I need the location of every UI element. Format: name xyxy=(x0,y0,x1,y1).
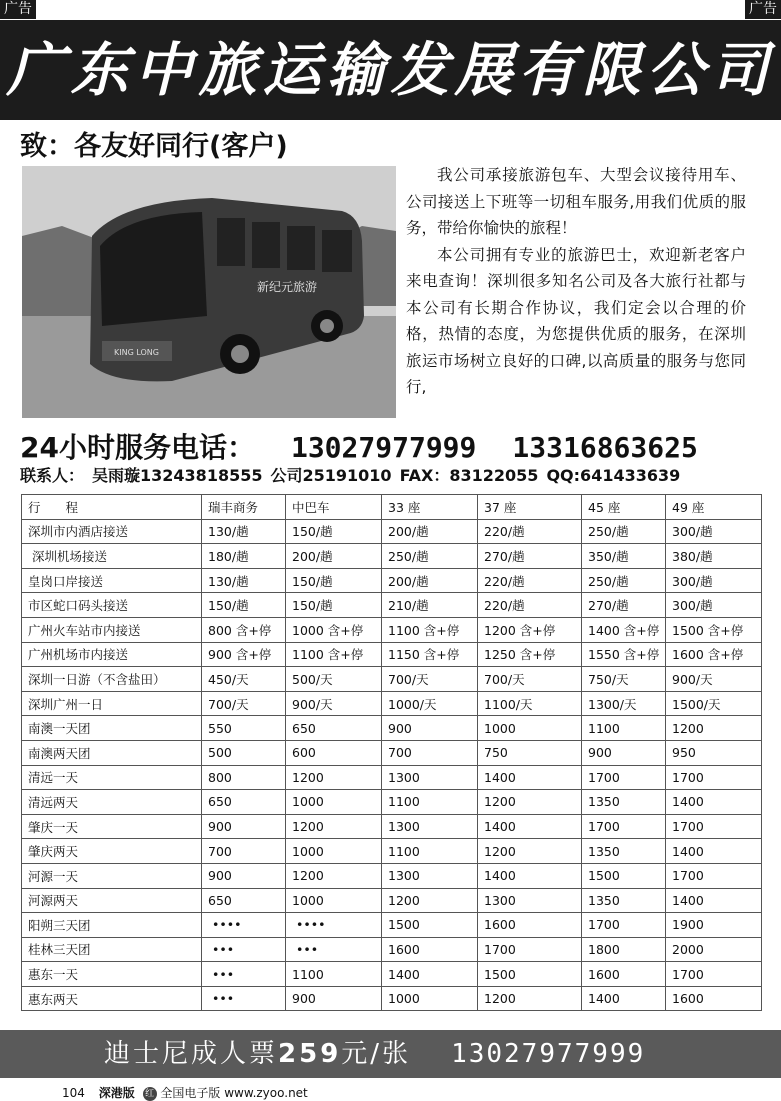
price-cell: 250/趟 xyxy=(382,544,478,569)
price-cell: 1500 含+停 xyxy=(666,617,762,642)
route-cell: 肇庆一天 xyxy=(22,814,202,839)
table-header: 33 座 xyxy=(382,495,478,520)
price-cell: 220/趟 xyxy=(478,519,582,544)
price-cell: 1100 xyxy=(382,790,478,815)
price-cell: 1100 含+停 xyxy=(382,617,478,642)
table-row xyxy=(22,790,762,815)
price-cell: •••• xyxy=(286,913,382,938)
price-cell: 1700 xyxy=(582,814,666,839)
table-header: 瑞丰商务 xyxy=(202,495,286,520)
site-text: 全国电子版 www.zyoo.net xyxy=(160,1086,308,1100)
price-cell: 300/趟 xyxy=(666,593,762,618)
price-cell: 1200 含+停 xyxy=(478,617,582,642)
price-cell: 900 xyxy=(382,716,478,741)
price-cell: 1350 xyxy=(582,888,666,913)
price-cell: 900 xyxy=(202,863,286,888)
table-header: 45 座 xyxy=(582,495,666,520)
price-cell: 900/天 xyxy=(286,691,382,716)
price-cell: 1150 含+停 xyxy=(382,642,478,667)
bus-front-hub xyxy=(231,345,249,363)
route-cell: 清远两天 xyxy=(22,790,202,815)
price-cell: 1600 xyxy=(478,913,582,938)
price-cell: 210/趟 xyxy=(382,593,478,618)
price-cell: 1200 xyxy=(286,863,382,888)
price-cell: 900 xyxy=(286,986,382,1011)
route-cell: 阳朔三天团 xyxy=(22,913,202,938)
price-cell: 700/天 xyxy=(202,691,286,716)
price-cell: 1000 xyxy=(286,839,382,864)
price-cell: 1400 xyxy=(478,765,582,790)
price-cell: 1400 xyxy=(478,863,582,888)
price-cell: 1500 xyxy=(478,962,582,987)
price-cell: 380/趟 xyxy=(666,544,762,569)
price-cell: 350/趟 xyxy=(582,544,666,569)
price-cell: 1700 xyxy=(582,913,666,938)
price-cell: 700 xyxy=(202,839,286,864)
price-cell: 1300 xyxy=(382,863,478,888)
bus-window xyxy=(322,230,352,272)
price-cell: 270/趟 xyxy=(478,544,582,569)
contact-line xyxy=(20,463,688,486)
price-cell: 1400 xyxy=(582,986,666,1011)
edition-name: 深港版 xyxy=(98,1086,135,1100)
price-cell: 1600 xyxy=(382,937,478,962)
price-cell: 250/趟 xyxy=(582,519,666,544)
table-row xyxy=(22,814,762,839)
price-cell: 700 xyxy=(382,740,478,765)
price-cell: 200/趟 xyxy=(286,544,382,569)
price-cell: 1100 xyxy=(382,839,478,864)
price-cell: 1700 xyxy=(666,962,762,987)
price-cell: 150/趟 xyxy=(286,568,382,593)
price-cell: 300/趟 xyxy=(666,519,762,544)
price-cell: ••• xyxy=(202,937,286,962)
table-row xyxy=(22,962,762,987)
price-cell: 150/趟 xyxy=(202,593,286,618)
price-cell: 1700 xyxy=(666,863,762,888)
price-cell: 800 xyxy=(202,765,286,790)
price-cell: 200/趟 xyxy=(382,568,478,593)
price-cell: 900 xyxy=(582,740,666,765)
promo-banner xyxy=(0,1030,781,1078)
route-cell: 深圳广州一日 xyxy=(22,691,202,716)
price-cell: 130/趟 xyxy=(202,568,286,593)
price-cell: 1300 xyxy=(382,765,478,790)
price-cell: ••• xyxy=(202,962,286,987)
intro-text xyxy=(406,162,746,401)
price-cell: 250/趟 xyxy=(582,568,666,593)
price-cell: 1500 xyxy=(582,863,666,888)
table-row xyxy=(22,593,762,618)
price-cell: 500/天 xyxy=(286,667,382,692)
price-cell: 1400 含+停 xyxy=(582,617,666,642)
price-cell: 1600 含+停 xyxy=(666,642,762,667)
ad-label-right: 广告 xyxy=(745,0,781,19)
price-cell: 500 xyxy=(202,740,286,765)
price-cell: 650 xyxy=(202,888,286,913)
company-name: 广东中旅运输发展有限公司 xyxy=(6,36,775,104)
price-cell: 1350 xyxy=(582,790,666,815)
price-cell: 1800 xyxy=(582,937,666,962)
price-cell: 150/趟 xyxy=(286,593,382,618)
price-cell: 1100 xyxy=(582,716,666,741)
price-cell: 1200 xyxy=(286,814,382,839)
price-cell: 1000 xyxy=(286,790,382,815)
price-cell: 1600 xyxy=(666,986,762,1011)
table-row xyxy=(22,617,762,642)
hotline-phone-2: 13316863625 xyxy=(512,431,698,464)
table-header: 中巴车 xyxy=(286,495,382,520)
route-cell: 惠东一天 xyxy=(22,962,202,987)
bus-window xyxy=(287,226,315,270)
promo-text-after: 元/张 xyxy=(341,1039,412,1069)
table-body xyxy=(22,519,762,1011)
table-row xyxy=(22,691,762,716)
price-cell: 900 含+停 xyxy=(202,642,286,667)
page-footer xyxy=(62,1084,308,1101)
edition-badge: 红 xyxy=(143,1087,157,1101)
price-cell: 1200 xyxy=(382,888,478,913)
price-cell: 1000/天 xyxy=(382,691,478,716)
price-cell: 1900 xyxy=(666,913,762,938)
bus-photo xyxy=(22,166,396,418)
price-cell: 130/趟 xyxy=(202,519,286,544)
table-header: 行 程 xyxy=(22,495,202,520)
table-row xyxy=(22,913,762,938)
route-cell: 南澳一天团 xyxy=(22,716,202,741)
hotline xyxy=(20,426,698,466)
price-cell: 550 xyxy=(202,716,286,741)
price-cell: 700/天 xyxy=(382,667,478,692)
promo-price: 259 xyxy=(278,1039,342,1069)
price-cell: 800 含+停 xyxy=(202,617,286,642)
price-cell: 1300 xyxy=(478,888,582,913)
price-cell: 1300/天 xyxy=(582,691,666,716)
company-banner xyxy=(0,20,781,120)
bus-rear-hub xyxy=(320,319,334,333)
price-cell: 1550 含+停 xyxy=(582,642,666,667)
table-row xyxy=(22,765,762,790)
bus-window xyxy=(217,218,245,266)
hotline-phone-1: 13027977999 xyxy=(290,431,477,464)
route-cell: 深圳市内酒店接送 xyxy=(22,519,202,544)
price-cell: 1400 xyxy=(478,814,582,839)
intro-paragraph-2: 本公司拥有专业的旅游巴士，欢迎新老客户来电查询！深圳很多知名公司及各大旅行社都与本公司有长期合作协议，我们定会以合理的价格，热情的态度，为您提供优质的服务，在深圳旅运市场树立良好的口碑,以高质量的服务与您同行, xyxy=(406,245,746,396)
price-cell: ••• xyxy=(202,986,286,1011)
price-cell: 900 xyxy=(202,814,286,839)
price-cell: •••• xyxy=(202,913,286,938)
bus-sign-text: 新纪元旅游 xyxy=(257,280,318,294)
table-row xyxy=(22,716,762,741)
price-cell: 1000 xyxy=(286,888,382,913)
promo-text-before: 迪士尼成人票 xyxy=(104,1039,279,1069)
route-cell: 惠东两天 xyxy=(22,986,202,1011)
price-cell: 1200 xyxy=(286,765,382,790)
price-cell: 1000 xyxy=(478,716,582,741)
price-cell: 270/趟 xyxy=(582,593,666,618)
route-cell: 肇庆两天 xyxy=(22,839,202,864)
price-table xyxy=(21,494,762,1011)
price-cell: 1700 xyxy=(582,765,666,790)
route-cell: 桂林三天团 xyxy=(22,937,202,962)
price-cell: 1400 xyxy=(382,962,478,987)
table-row xyxy=(22,740,762,765)
price-cell: 1350 xyxy=(582,839,666,864)
price-cell: 1500 xyxy=(382,913,478,938)
table-row xyxy=(22,986,762,1011)
price-cell: 750/天 xyxy=(582,667,666,692)
route-cell: 深圳机场接送 xyxy=(22,544,202,569)
price-cell: 1500/天 xyxy=(666,691,762,716)
ad-label-left: 广告 xyxy=(0,0,36,19)
price-cell: 650 xyxy=(286,716,382,741)
price-cell: 1000 含+停 xyxy=(286,617,382,642)
table-row xyxy=(22,863,762,888)
price-cell: 900/天 xyxy=(666,667,762,692)
price-cell: 1100 含+停 xyxy=(286,642,382,667)
route-cell: 河源两天 xyxy=(22,888,202,913)
table-header: 49 座 xyxy=(666,495,762,520)
contact-person: 吴雨璇13243818555 xyxy=(92,466,263,485)
price-cell: 450/天 xyxy=(202,667,286,692)
price-cell: 1000 xyxy=(382,986,478,1011)
price-cell: 1100 xyxy=(286,962,382,987)
table-row xyxy=(22,642,762,667)
price-cell: 750 xyxy=(478,740,582,765)
table-row xyxy=(22,937,762,962)
route-cell: 深圳一日游（不含盐田） xyxy=(22,667,202,692)
price-cell: 1400 xyxy=(666,888,762,913)
table-row xyxy=(22,839,762,864)
route-cell: 南澳两天团 xyxy=(22,740,202,765)
price-cell: 1250 含+停 xyxy=(478,642,582,667)
route-cell: 广州机场市内接送 xyxy=(22,642,202,667)
contact-qq: QQ:641433639 xyxy=(546,466,681,485)
price-cell: 150/趟 xyxy=(286,519,382,544)
price-cell: 950 xyxy=(666,740,762,765)
route-cell: 河源一天 xyxy=(22,863,202,888)
contact-fax: FAX：83122055 xyxy=(399,466,539,485)
price-cell: 1200 xyxy=(478,790,582,815)
price-cell: 180/趟 xyxy=(202,544,286,569)
price-cell: 2000 xyxy=(666,937,762,962)
table-row xyxy=(22,667,762,692)
price-cell: 1700 xyxy=(666,765,762,790)
price-cell: 300/趟 xyxy=(666,568,762,593)
contact-person-label: 联系人： xyxy=(20,466,85,485)
price-cell: 1700 xyxy=(666,814,762,839)
price-cell: 1700 xyxy=(478,937,582,962)
contact-office: 公司25191010 xyxy=(270,466,392,485)
page-number: 104 xyxy=(62,1086,85,1100)
price-cell: 700/天 xyxy=(478,667,582,692)
route-cell: 市区蛇口码头接送 xyxy=(22,593,202,618)
price-cell: 1200 xyxy=(478,986,582,1011)
price-cell: 1400 xyxy=(666,839,762,864)
promo-phone: 13027977999 xyxy=(451,1039,646,1069)
intro-paragraph-1: 我公司承接旅游包车、大型会议接待用车、公司接送上下班等一切租车服务,用我们优质的服务，带给你愉快的旅程！ xyxy=(406,166,746,237)
price-cell: 220/趟 xyxy=(478,593,582,618)
table-row xyxy=(22,544,762,569)
table-row xyxy=(22,888,762,913)
price-cell: 650 xyxy=(202,790,286,815)
price-cell: 1600 xyxy=(582,962,666,987)
price-cell: 1100/天 xyxy=(478,691,582,716)
price-cell: 1400 xyxy=(666,790,762,815)
table-header: 37 座 xyxy=(478,495,582,520)
price-cell: 1200 xyxy=(666,716,762,741)
table-header-row xyxy=(22,495,762,520)
price-cell: 220/趟 xyxy=(478,568,582,593)
table-row xyxy=(22,519,762,544)
price-cell: 600 xyxy=(286,740,382,765)
price-cell: ••• xyxy=(286,937,382,962)
hotline-label: 24小时服务电话： xyxy=(20,431,255,464)
greeting-title: 致：各友好同行(客户) xyxy=(20,131,288,162)
route-cell: 广州火车站市内接送 xyxy=(22,617,202,642)
table-row xyxy=(22,568,762,593)
ad-bar xyxy=(0,0,781,19)
route-cell: 清远一天 xyxy=(22,765,202,790)
price-cell: 1300 xyxy=(382,814,478,839)
route-cell: 皇岗口岸接送 xyxy=(22,568,202,593)
promo-text xyxy=(104,1030,645,1078)
price-cell: 1200 xyxy=(478,839,582,864)
bus-window xyxy=(252,222,280,268)
price-cell: 200/趟 xyxy=(382,519,478,544)
bus-brand-text: KING LONG xyxy=(114,348,159,357)
